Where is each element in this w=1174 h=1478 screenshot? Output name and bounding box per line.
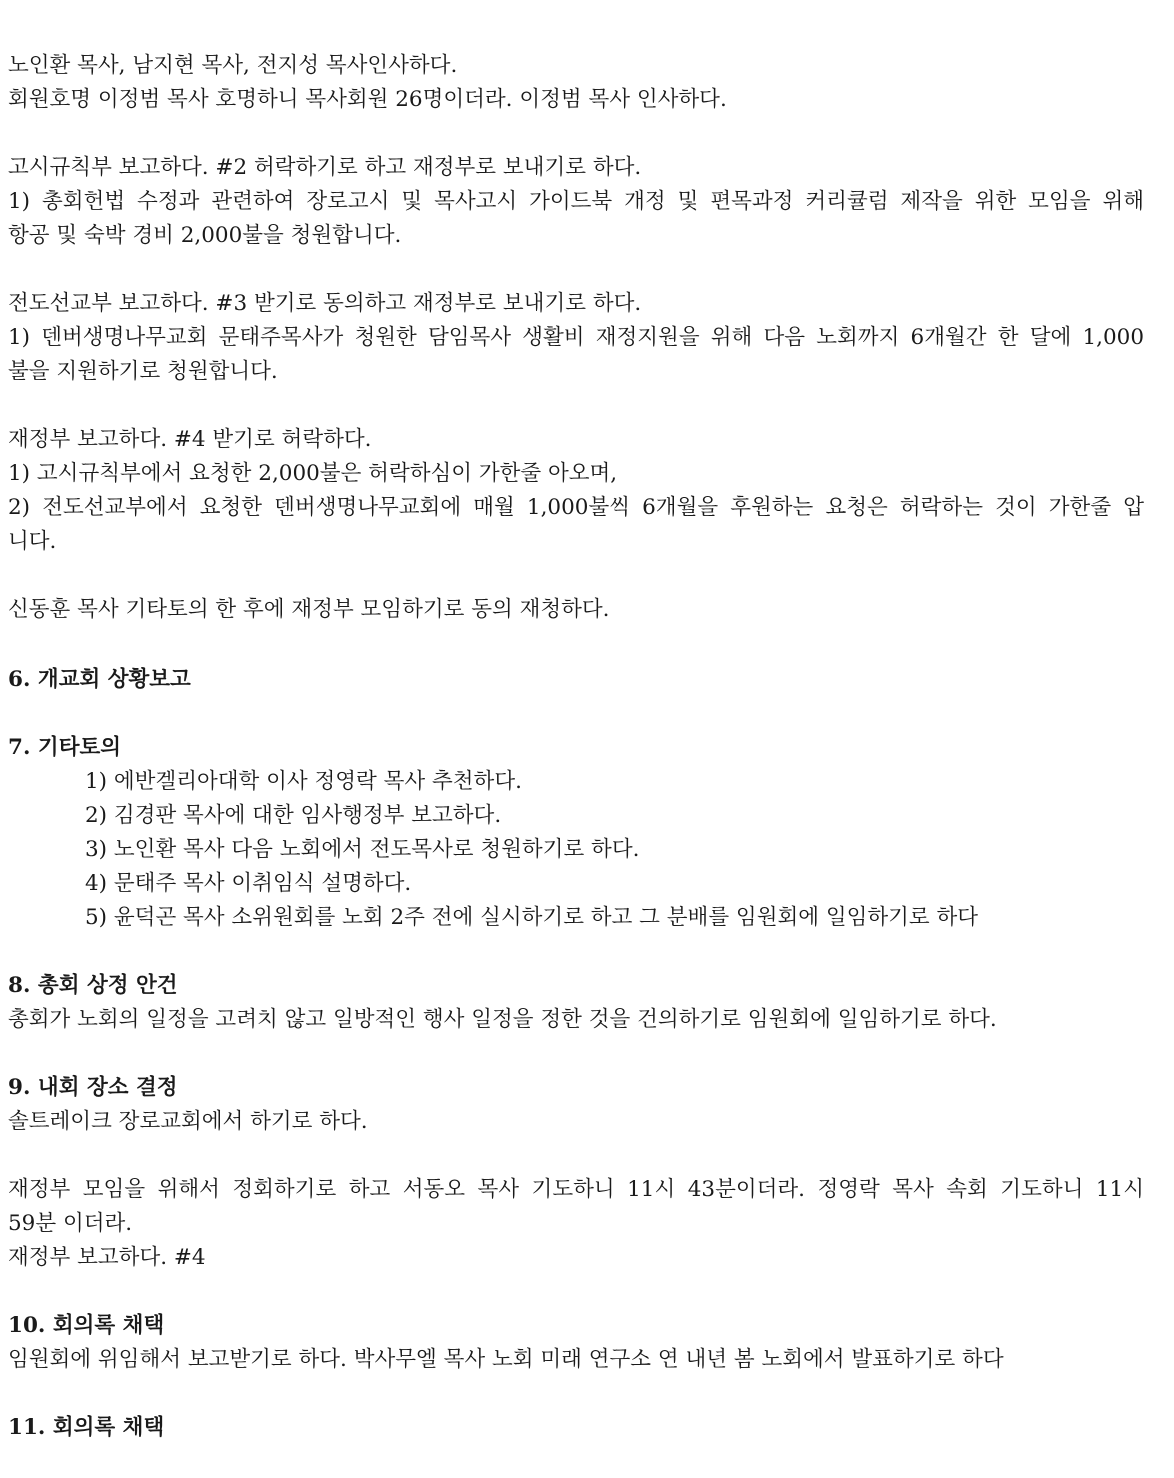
text-line: 불을 지원하기로 청원합니다. — [8, 359, 278, 384]
section-heading: 7. 기타토의 — [8, 735, 122, 760]
text-line: 니다. — [8, 529, 57, 554]
text-line: 재정부 모임을 위해서 정회하기로 하고 서동오 목사 기도하니 11시 43분이더라. 정영락 목사 속회 기도하니 11시 — [8, 1177, 1144, 1202]
section-heading: 10. 회의록 채택 — [8, 1313, 165, 1338]
list-item: 1) 에반겔리아대학 이사 정영락 목사 추천하다. — [85, 769, 522, 794]
list-item: 5) 윤덕곤 목사 소위원회를 노회 2주 전에 실시하기로 하고 그 분배를 임원회에 일임하기로 하다 — [85, 905, 979, 930]
section-heading: 8. 총회 상정 안건 — [8, 973, 178, 998]
text-line: 2) 전도선교부에서 요청한 덴버생명나무교회에 매월 1,000불씩 6개월을 후원하는 요청은 허락하는 것이 가한줄 압 — [8, 495, 1144, 520]
text-line: 1) 총회헌법 수정과 관련하여 장로고시 및 목사고시 가이드북 개정 및 편목과정 커리큘럼 제작을 위한 모임을 위해 — [8, 189, 1144, 214]
text-line: 재정부 보고하다. #4 — [8, 1245, 206, 1270]
text-line: 회원호명 이정범 목사 호명하니 목사회원 26명이더라. 이정범 목사 인사하다. — [8, 87, 727, 112]
text-line: 재정부 보고하다. #4 받기로 허락하다. — [8, 427, 372, 452]
text-line: 노인환 목사, 남지현 목사, 전지성 목사인사하다. — [8, 53, 458, 78]
section-heading: 6. 개교회 상황보고 — [8, 667, 191, 692]
text-line: 임원회에 위임해서 보고받기로 하다. 박사무엘 목사 노회 미래 연구소 연 내년 봄 노회에서 발표하기로 하다 — [8, 1347, 1004, 1372]
text-line: 1) 고시규칙부에서 요청한 2,000불은 허락하심이 가한줄 아오며, — [8, 461, 618, 486]
text-line: 신동훈 목사 기타토의 한 후에 재정부 모임하기로 동의 재청하다. — [8, 597, 610, 622]
list-item: 2) 김경판 목사에 대한 임사행정부 보고하다. — [85, 803, 502, 828]
text-line: 고시규칙부 보고하다. #2 허락하기로 하고 재정부로 보내기로 하다. — [8, 155, 642, 180]
text-line: 1) 덴버생명나무교회 문태주목사가 청원한 담임목사 생활비 재정지원을 위해 다음 노회까지 6개월간 한 달에 1,000 — [8, 325, 1144, 350]
text-line: 총회가 노회의 일정을 고려치 않고 일방적인 행사 일정을 정한 것을 건의하기로 임원회에 일임하기로 하다. — [8, 1007, 997, 1032]
text-line: 59분 이더라. — [8, 1211, 133, 1236]
section-heading: 9. 내회 장소 결정 — [8, 1075, 178, 1100]
list-item: 4) 문태주 목사 이취임식 설명하다. — [85, 871, 412, 896]
text-line: 솔트레이크 장로교회에서 하기로 하다. — [8, 1109, 368, 1134]
text-line: 항공 및 숙박 경비 2,000불을 청원합니다. — [8, 223, 402, 248]
text-line: 전도선교부 보고하다. #3 받기로 동의하고 재정부로 보내기로 하다. — [8, 291, 642, 316]
list-item: 3) 노인환 목사 다음 노회에서 전도목사로 청원하기로 하다. — [85, 837, 640, 862]
section-heading: 11. 회의록 채택 — [8, 1415, 165, 1440]
